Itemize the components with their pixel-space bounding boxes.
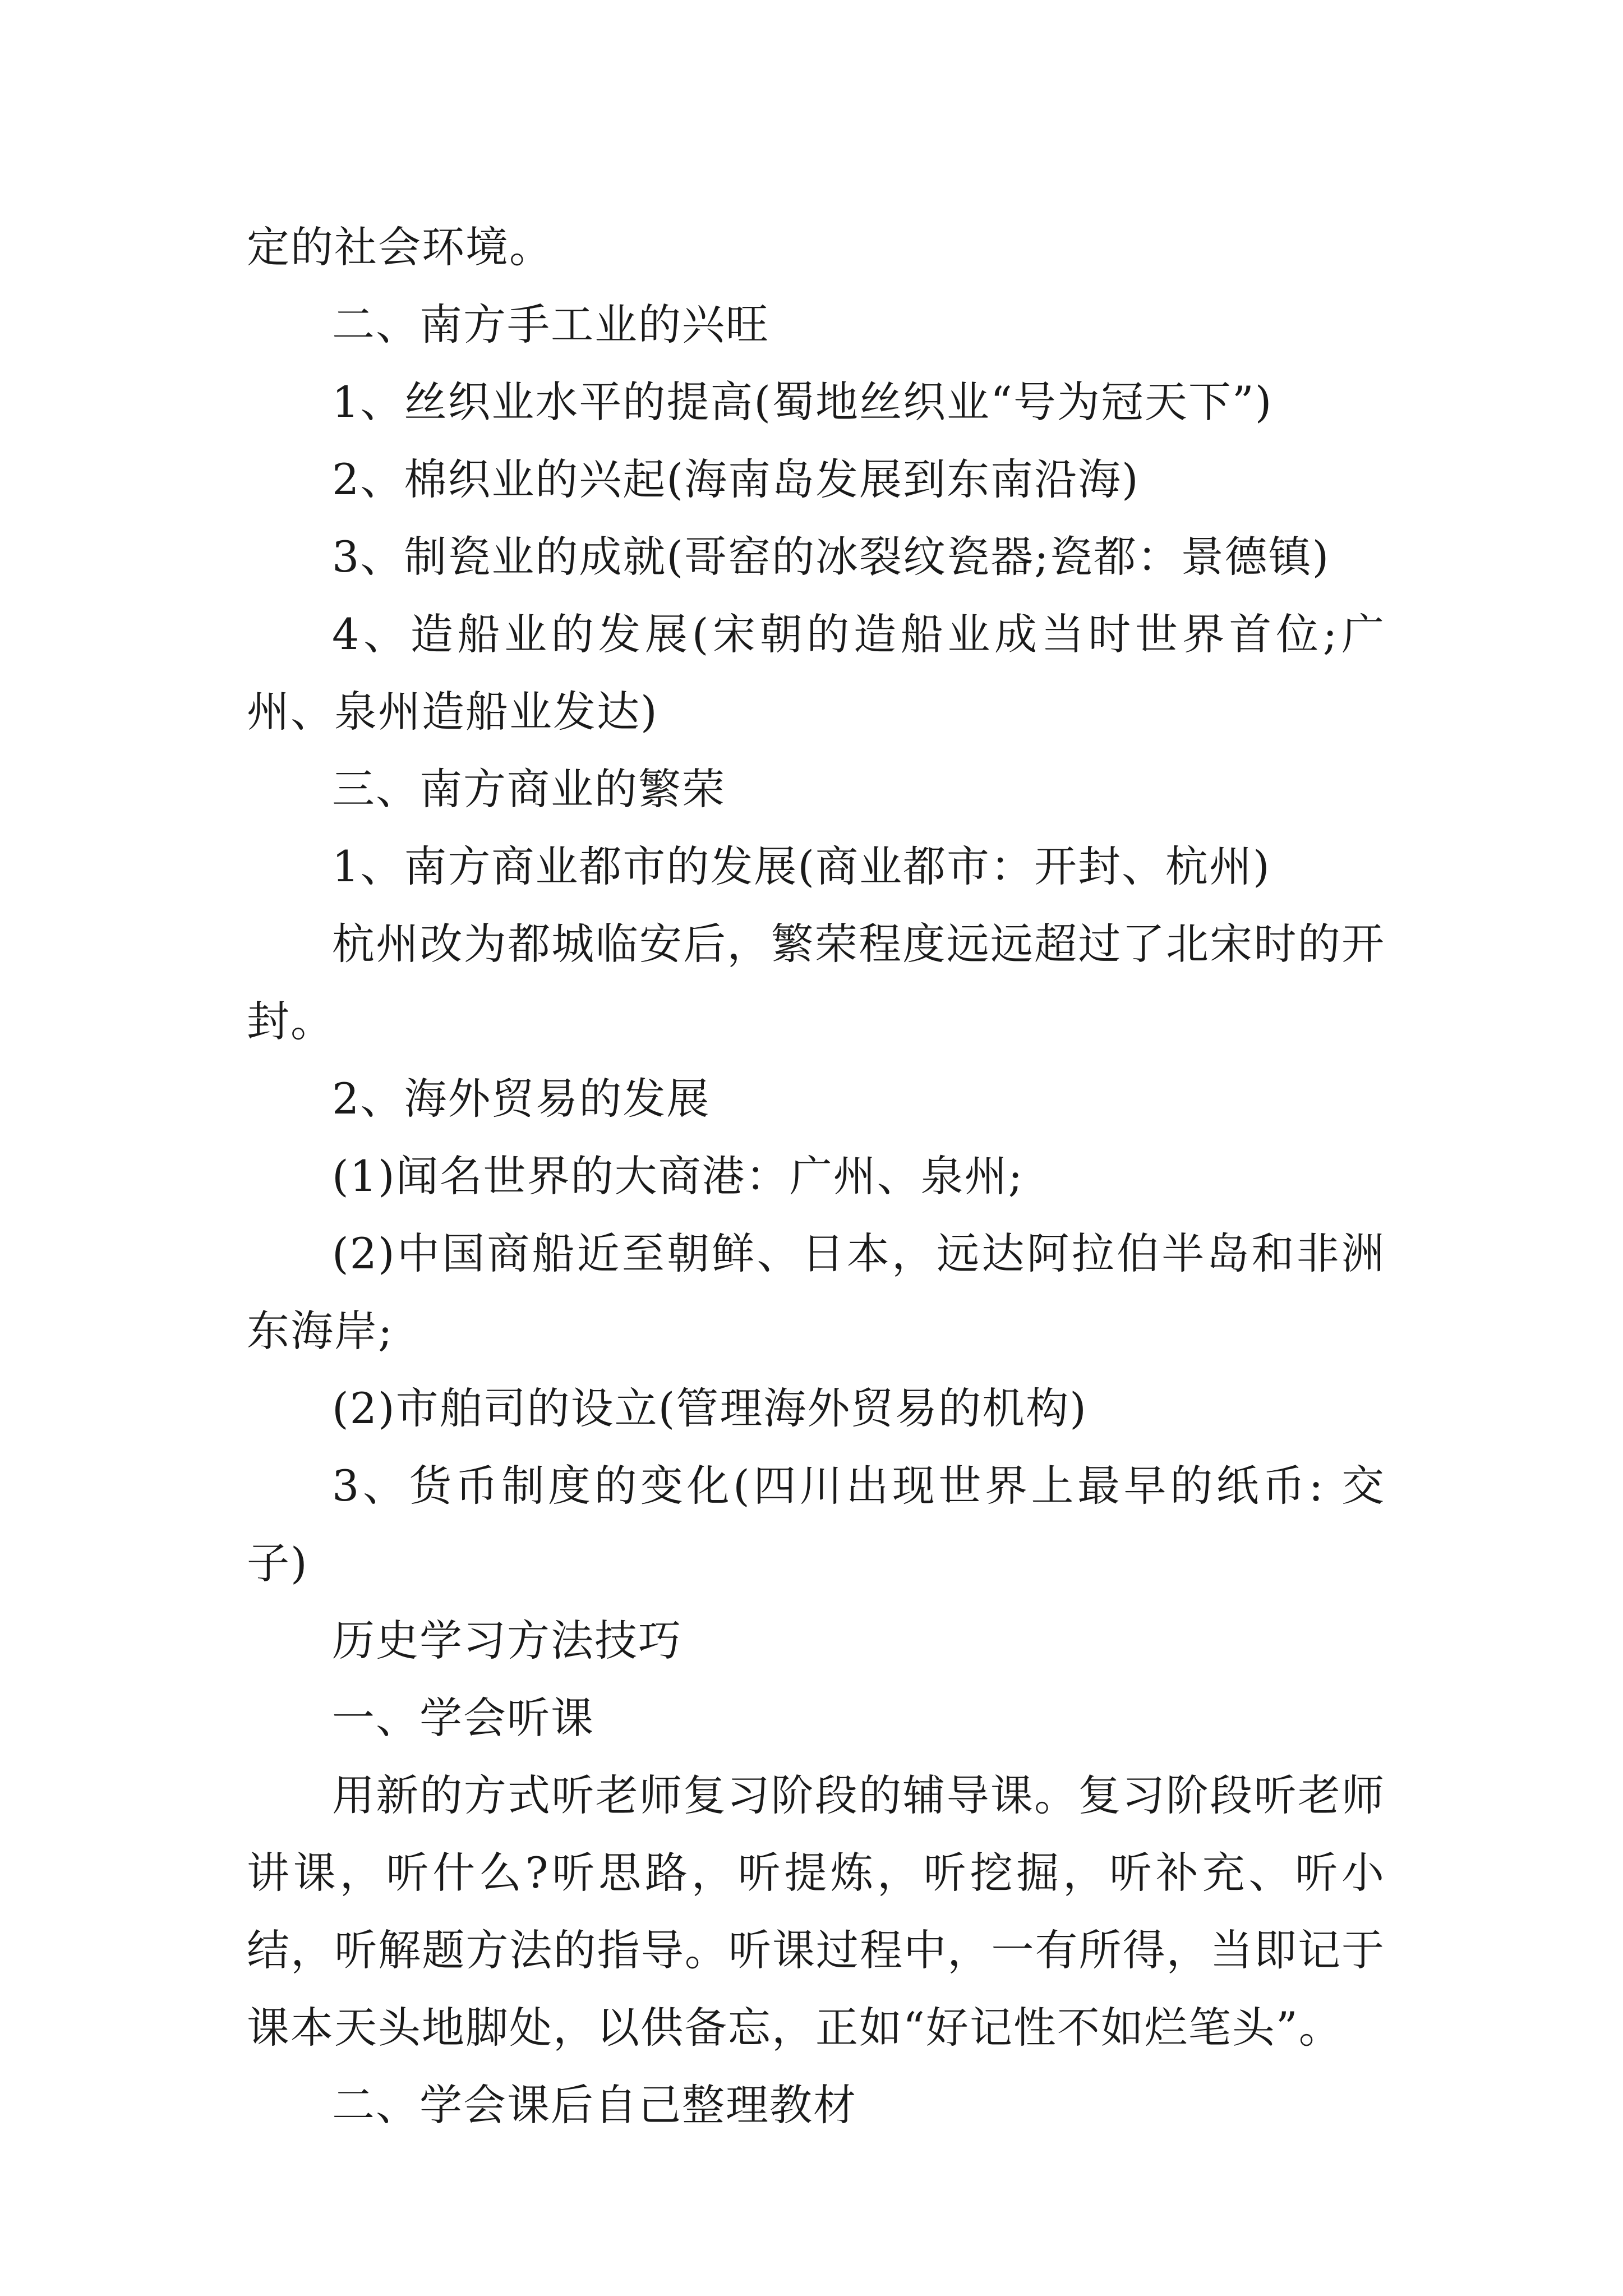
list-item: 1、丝织业水平的提高(蜀地丝织业“号为冠天下”) (332, 377, 1273, 427)
section-heading: 二、南方手工业的兴旺 (332, 300, 769, 349)
list-item: (2)市舶司的设立(管理海外贸易的机构) (332, 1383, 1087, 1433)
list-item: 2、海外贸易的发展 (332, 1074, 711, 1124)
list-item: 3、制瓷业的成就(哥窑的冰裂纹瓷器;瓷都：景德镇) (332, 532, 1330, 582)
section-title: 历史学习方法技巧 (332, 1616, 682, 1665)
list-item: (2)中国商船近至朝鲜、日本，远达阿拉伯半岛和非洲东海岸; (247, 1228, 1385, 1356)
list-item: 4、造船业的发展(宋朝的造船业成当时世界首位;广州、泉州造船业发达) (247, 609, 1385, 737)
paragraph: 用新的方式听老师复习阶段的辅导课。复习阶段听老师讲课，听什么?听思路，听提炼，听挖掘，听补充、听小结，听解题方法的指导。听课过程中，一有所得，当即记于课本天头地脚处，以供备忘，正如“好记性不如烂笔头”。 (247, 1770, 1385, 2053)
list-item: (1)闻名世界的大商港：广州、泉州; (332, 1151, 1024, 1201)
list-item: 2、棉织业的兴起(海南岛发展到东南沿海) (332, 454, 1140, 504)
section-heading: 二、学会课后自己整理教材 (332, 2080, 857, 2130)
section-heading: 三、南方商业的繁荣 (332, 764, 726, 814)
section-heading: 一、学会听课 (332, 1693, 594, 1743)
paragraph: 定的社会环境。 (247, 222, 553, 272)
document-body (247, 209, 1385, 2144)
paragraph: 杭州改为都城临安后，繁荣程度远远超过了北宋时的开封。 (247, 919, 1385, 1046)
list-item: 3、货币制度的变化(四川出现世界上最早的纸币: 交子) (247, 1461, 1385, 1588)
list-item: 1、南方商业都市的发展(商业都市：开封、杭州) (332, 841, 1271, 891)
